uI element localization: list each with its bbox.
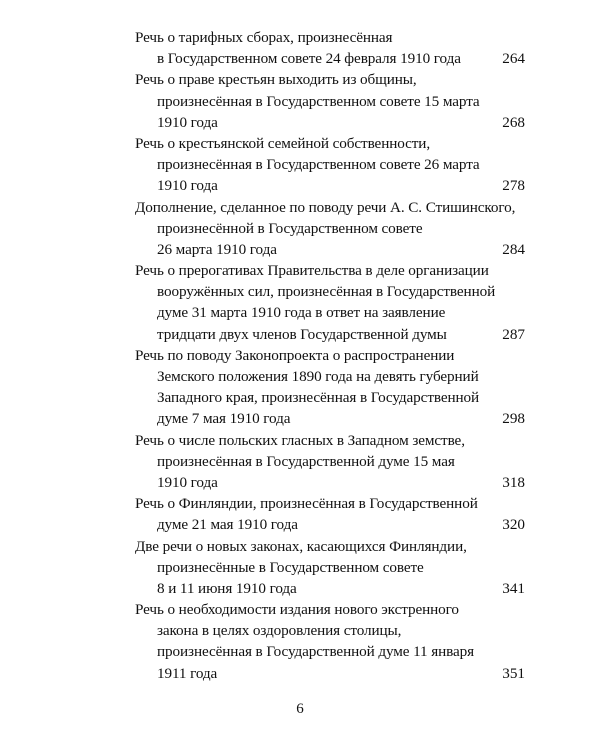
toc-entry-line: думе 21 мая 1910 года — [157, 516, 298, 534]
toc-entry-line: произнесённая в Государственной думе 15 мая — [157, 452, 455, 470]
toc-entry-line: Речь о Финляндии, произнесённая в Государственной — [135, 495, 478, 513]
toc-entry-line: произнесённая в Государственном совете 15 марта — [157, 92, 480, 110]
toc-entry-line: 1911 года — [157, 664, 218, 682]
toc-page-number: 278 — [502, 177, 525, 195]
toc-entry-line: Речь о необходимости издания нового экстренного — [135, 601, 459, 619]
toc-entry-line: 8 и 11 июня 1910 года — [157, 579, 297, 597]
toc-entry-line: тридцати двух членов Государственной думы — [157, 325, 447, 343]
toc-entry — [135, 133, 525, 197]
toc-page-number: 298 — [502, 410, 525, 428]
toc-entry-line: 1910 года — [157, 177, 218, 195]
toc-page-number: 284 — [502, 240, 525, 258]
table-of-contents — [135, 27, 525, 684]
toc-page-number: 341 — [502, 579, 525, 597]
toc-entry-line: Речь о тарифных сборах, произнесённая — [135, 29, 393, 46]
toc-entry-line: Две речи о новых законах, касающихся Финляндии, — [135, 537, 467, 555]
toc-page-number: 318 — [502, 473, 525, 491]
toc-entry-line: Речь о крестьянской семейной собственности, — [135, 134, 431, 152]
page-folio: 6 — [296, 701, 304, 717]
toc-entry-line: вооружённых сил, произнесённая в Государственной — [157, 283, 496, 301]
toc-entry-line: произнесённой в Государственном совете — [157, 219, 423, 237]
toc-entry-line: произнесённая в Государственной думе 11 января — [157, 643, 475, 661]
toc-entry-line: 1910 года — [157, 113, 218, 131]
toc-entry-line: думе 31 марта 1910 года в ответ на заявление — [157, 304, 446, 322]
toc-entry — [135, 493, 525, 535]
toc-entry — [135, 345, 525, 430]
toc-page-number: 320 — [502, 516, 525, 534]
toc-page-number: 268 — [502, 113, 525, 131]
toc-entry-line: Речь о числе польских гласных в Западном земстве, — [135, 431, 465, 449]
toc-entry-line: Речь по поводу Законопроекта о распространении — [135, 346, 455, 364]
toc-entry-line: закона в целях оздоровления столицы, — [157, 622, 402, 640]
toc-page-number: 351 — [502, 664, 525, 682]
toc-entry — [135, 27, 525, 69]
toc-entry-line: произнесённая в Государственном совете 26 марта — [157, 156, 480, 174]
toc-entry — [135, 69, 525, 133]
toc-entry-line: в Государственном совете 24 февраля 1910 года — [157, 50, 461, 68]
toc-entry-line: произнесённые в Государственном совете — [157, 558, 424, 576]
toc-entry-line: думе 7 мая 1910 года — [157, 410, 291, 428]
toc-entry — [135, 536, 525, 600]
toc-page-number: 264 — [502, 50, 525, 68]
toc-entry — [135, 599, 525, 684]
toc-entry-line: 1910 года — [157, 473, 218, 491]
toc-page-number: 287 — [502, 325, 525, 343]
toc-entry-line: Речь о прерогативах Правительства в деле организации — [135, 262, 489, 280]
toc-entry-line: Дополнение, сделанное по поводу речи А. С. Стишинского, — [135, 198, 516, 216]
toc-entry-line: 26 марта 1910 года — [157, 240, 277, 258]
toc-entry — [135, 430, 525, 494]
toc-entry-line: Речь о праве крестьян выходить из общины, — [135, 71, 417, 89]
toc-entry-line: Западного края, произнесённая в Государственной — [157, 389, 480, 407]
toc-entry-line: Земского положения 1890 года на девять губерний — [157, 368, 479, 385]
toc-entry — [135, 197, 525, 261]
toc-entry — [135, 260, 525, 345]
